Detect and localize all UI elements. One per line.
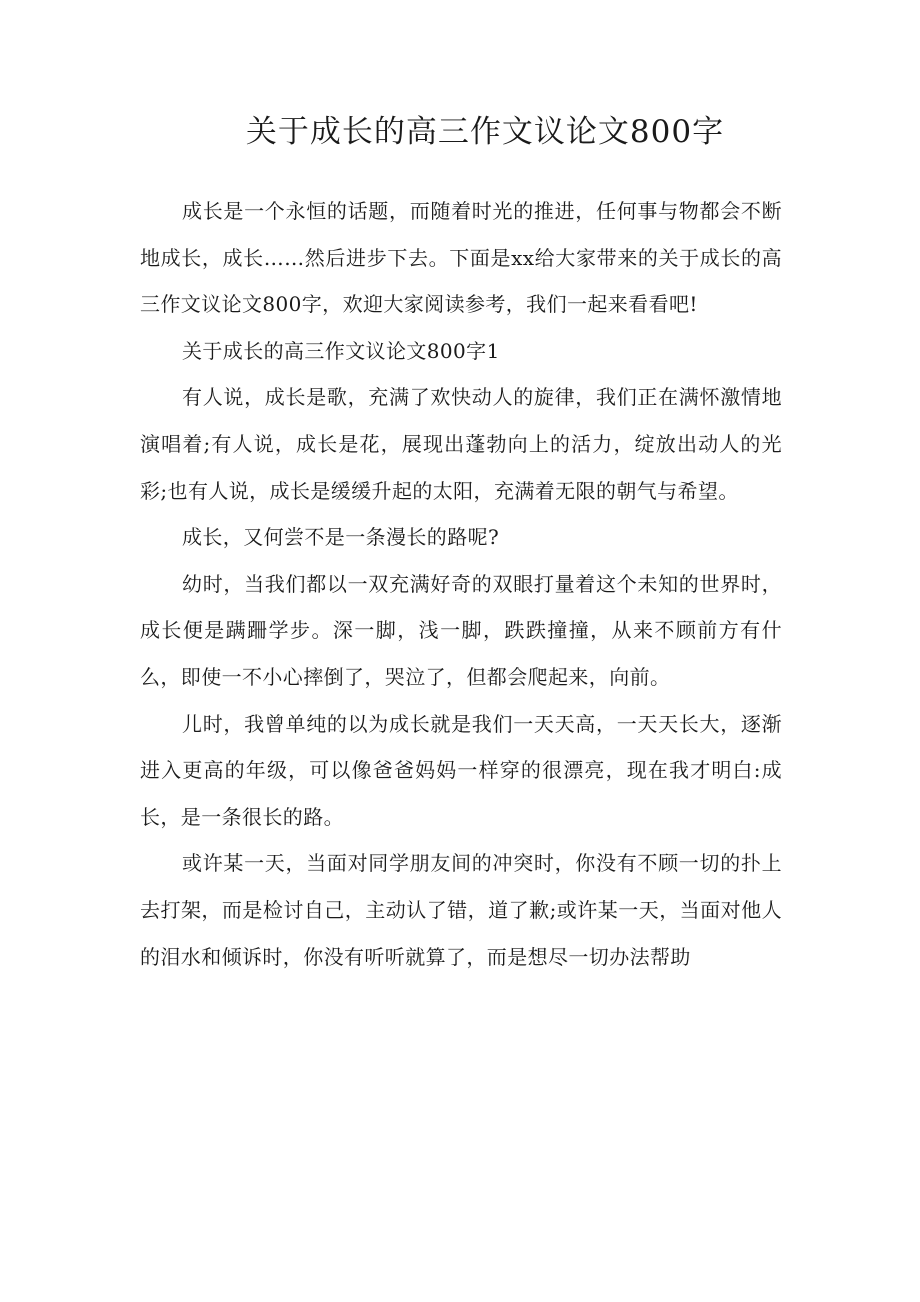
document-body — [140, 188, 782, 980]
paragraph-infancy: 幼时，当我们都以一双充满好奇的双眼打量着这个未知的世界时，成长便是蹒跚学步。深一脚，浅一脚，跌跌撞撞，从来不顾前方有什么，即使一不小心摔倒了，哭泣了，但都会爬起来，向前。 — [140, 571, 782, 689]
paragraph-metaphors: 有人说，成长是歌，充满了欢快动人的旋律，我们正在满怀激情地演唱着;有人说，成长是花，展现出蓬勃向上的活力，绽放出动人的光彩;也有人说，成长是缓缓升起的太阳，充满着无限的朝气与希望。 — [140, 385, 782, 503]
paragraph-intro: 成长是一个永恒的话题，而随着时光的推进，任何事与物都会不断地成长，成长……然后进步下去。下面是xx给大家带来的关于成长的高三作文议论文800字，欢迎大家阅读参考，我们一起来看看吧! — [140, 199, 782, 317]
paragraph-road-question: 成长，又何尝不是一条漫长的路呢? — [182, 525, 500, 550]
paragraph-childhood: 儿时，我曾单纯的以为成长就是我们一天天高，一天天长大，逐渐进入更高的年级，可以像爸爸妈妈一样穿的很漂亮，现在我才明白:成长，是一条很长的路。 — [140, 711, 782, 829]
document-title: 关于成长的高三作文议论文800字 — [245, 114, 725, 150]
paragraph-someday: 或许某一天，当面对同学朋友间的冲突时，你没有不顾一切的扑上去打架，而是检讨自己，主动认了错，道了歉;或许某一天，当面对他人的泪水和倾诉时，你没有听听就算了，而是想尽一切办法帮助 — [140, 851, 782, 969]
paragraph-subheading: 关于成长的高三作文议论文800字1 — [182, 338, 500, 363]
